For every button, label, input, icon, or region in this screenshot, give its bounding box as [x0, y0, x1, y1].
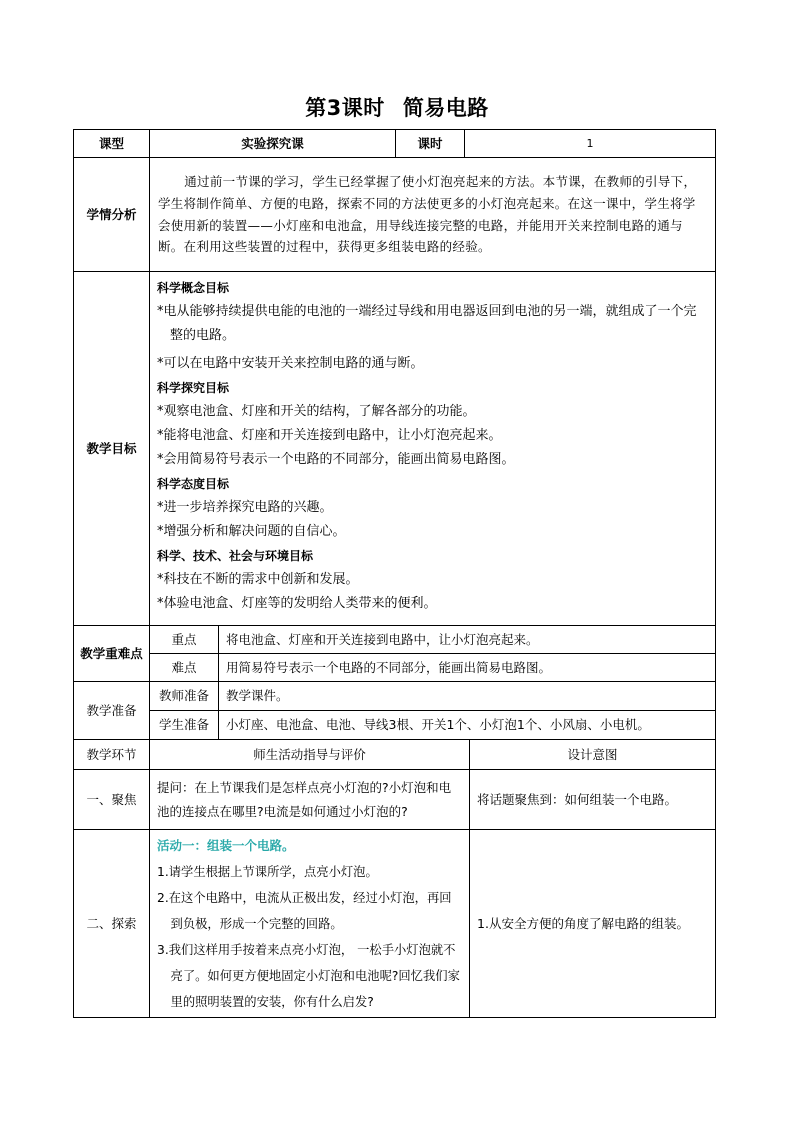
- lesson-plan-table: [73, 129, 716, 1018]
- prep-label: 教学准备: [74, 682, 150, 740]
- student-prep-text: 小灯座、电池盒、电池、导线3根、开关1个、小灯泡1个、小风扇、小电机。: [219, 711, 716, 740]
- student-prep-row: [74, 711, 716, 740]
- activity-title: 活动一：组装一个电路。: [157, 838, 295, 853]
- activity-step: 2.在这个电路中，电流从正极出发，经过小灯泡，再回到负极，形成一个完整的回路。: [157, 891, 452, 931]
- explore-label: 二、探索: [74, 830, 150, 1018]
- process-col-activity: 师生活动指导与评价: [150, 740, 470, 770]
- goal-item: *观察电池盒、灯座和开关的结构，了解各部分的功能。: [157, 404, 476, 419]
- goal-item: *进一步培养探究电路的兴趣。: [157, 500, 333, 515]
- activity-step: 1.请学生根据上节课所学，点亮小灯泡。: [157, 865, 378, 879]
- teacher-prep-text: 教学课件。: [219, 682, 716, 711]
- student-prep-label: 学生准备: [150, 711, 219, 740]
- lesson-name: 简易电路: [402, 96, 489, 120]
- goal-item: *可以在电路中安装开关来控制电路的通与断。: [157, 356, 424, 371]
- teacher-prep-label: 教师准备: [150, 682, 219, 711]
- focus-row: [74, 770, 716, 830]
- goal-heading-attitude: 科学态度目标: [157, 477, 230, 491]
- process-col-intent: 设计意图: [470, 740, 716, 770]
- focus-activity: 提问：在上节课我们是怎样点亮小灯泡的?小灯泡和电池的连接点在哪里?电流是如何通过小灯泡的?: [150, 770, 470, 830]
- page-title: [0, 92, 794, 122]
- goal-heading-sts: 科学、技术、社会与环境目标: [157, 549, 314, 563]
- goal-item: *能将电池盒、灯座和开关连接到电路中，让小灯泡亮起来。: [157, 428, 502, 443]
- key-points-label: 教学重难点: [74, 626, 150, 682]
- course-type-label: 课型: [74, 130, 150, 158]
- goals-row: [74, 272, 716, 626]
- key-text: 将电池盒、灯座和开关连接到电路中，让小灯泡亮起来。: [219, 626, 716, 654]
- key-point-row: [74, 626, 716, 654]
- key-label: 重点: [150, 626, 219, 654]
- focus-label: 一、聚焦: [74, 770, 150, 830]
- activity-step: 3.我们这样用手按着来点亮小灯泡， 一松手小灯泡就不亮了。如何更方便地固定小灯泡和电池呢?回忆我们家里的照明装置的安装，你有什么启发?: [157, 943, 460, 1009]
- hard-label: 难点: [150, 654, 219, 682]
- goal-item: *会用简易符号表示一个电路的不同部分，能画出简易电路图。: [157, 452, 515, 467]
- goal-item: *电从能够持续提供电能的电池的一端经过导线和用电器返回到电池的另一端，就组成了一个完整的电路。: [157, 304, 697, 343]
- process-header-row: [74, 740, 716, 770]
- lesson-number: 第3课时: [305, 96, 385, 120]
- goal-heading-concept: 科学概念目标: [157, 281, 230, 295]
- situation-row: [74, 158, 716, 272]
- goal-heading-inquiry: 科学探究目标: [157, 381, 230, 395]
- course-hours-label: 课时: [396, 130, 465, 158]
- goal-item: *科技在不断的需求中创新和发展。: [157, 572, 359, 587]
- explore-row: [74, 830, 716, 1018]
- teacher-prep-row: [74, 682, 716, 711]
- hard-point-row: [74, 654, 716, 682]
- course-row: [74, 130, 716, 158]
- explore-intent: 1.从安全方便的角度了解电路的组装。: [470, 830, 716, 1018]
- course-hours-value: 1: [465, 130, 716, 158]
- goal-item: *体验电池盒、灯座等的发明给人类带来的便利。: [157, 596, 437, 611]
- goals-label: 教学目标: [74, 272, 150, 626]
- explore-activity: [150, 830, 470, 1018]
- process-col-stage: 教学环节: [74, 740, 150, 770]
- focus-intent: 将话题聚焦到：如何组装一个电路。: [470, 770, 716, 830]
- situation-text: 通过前一节课的学习，学生已经掌握了使小灯泡亮起来的方法。本节课，在教师的引导下，学生将制作简单、方便的电路，探索不同的方法使更多的小灯泡亮起来。在这一课中，学生将学会使用新的装置——小灯座和电池盒，用导线连接完整的电路，并能用开关来控制电路的通与断。在利用这些装置的过程中，获得更多组装电路的经验。: [150, 158, 716, 272]
- course-type-value: 实验探究课: [150, 130, 396, 158]
- hard-text: 用简易符号表示一个电路的不同部分，能画出简易电路图。: [219, 654, 716, 682]
- situation-label: 学情分析: [74, 158, 150, 272]
- goals-content: [150, 272, 716, 626]
- goal-item: *增强分析和解决问题的自信心。: [157, 524, 346, 539]
